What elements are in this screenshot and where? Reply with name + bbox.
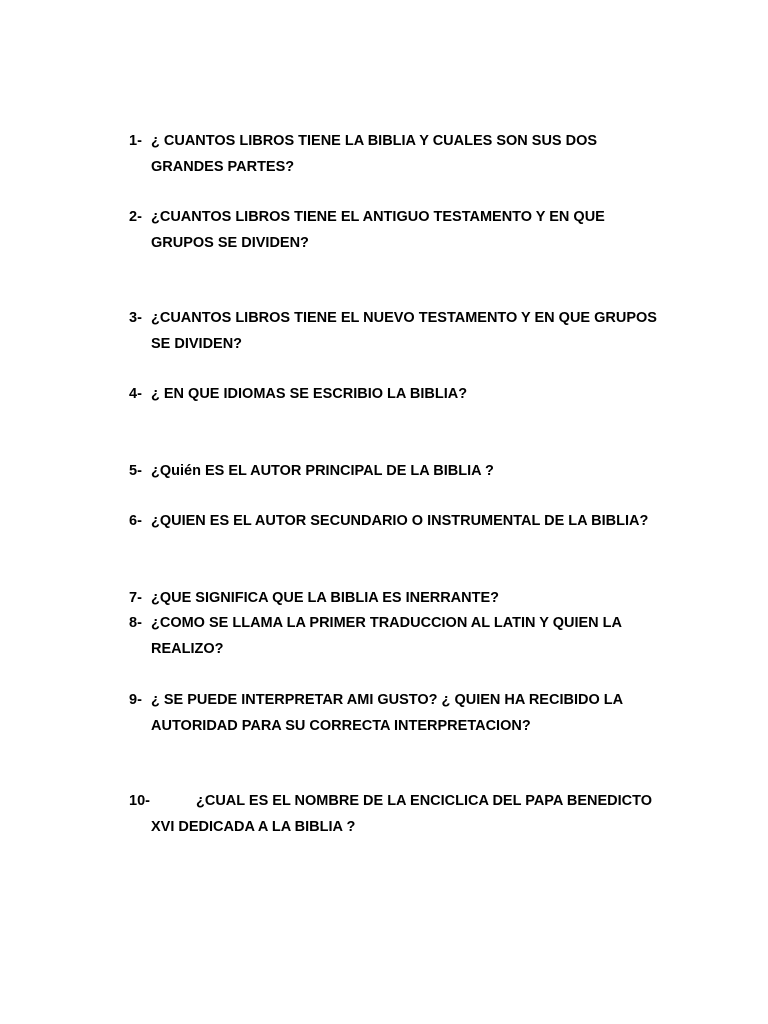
question-number: 6- bbox=[129, 513, 142, 529]
question-1 bbox=[129, 129, 689, 180]
question-text-line: ¿QUE SIGNIFICA QUE LA BIBLIA ES INERRANTE? bbox=[151, 590, 500, 606]
question-text-line: ¿ CUANTOS LIBROS TIENE LA BIBLIA Y CUALES SON SUS DOS bbox=[151, 133, 598, 149]
question-number: 8- bbox=[129, 615, 142, 631]
question-number: 5- bbox=[129, 463, 142, 479]
question-text-line: XVI DEDICADA A LA BIBLIA ? bbox=[151, 818, 356, 835]
question-text-line: GRANDES PARTES? bbox=[151, 158, 295, 175]
question-text-line: ¿ SE PUEDE INTERPRETAR AMI GUSTO? ¿ QUIEN HA RECIBIDO LA bbox=[151, 692, 624, 708]
question-number: 3- bbox=[129, 310, 142, 326]
question-text-line: ¿CUAL ES EL NOMBRE DE LA ENCICLICA DEL PAPA BENEDICTO bbox=[196, 793, 652, 809]
question-text-line: ¿CUANTOS LIBROS TIENE EL NUEVO TESTAMENTO Y EN QUE GRUPOS bbox=[151, 310, 657, 326]
question-7 bbox=[129, 586, 689, 612]
question-2 bbox=[129, 205, 689, 256]
question-4 bbox=[129, 382, 689, 408]
question-number: 4- bbox=[129, 386, 142, 402]
question-9 bbox=[129, 688, 689, 739]
question-text-line: GRUPOS SE DIVIDEN? bbox=[151, 234, 309, 251]
question-number: 10- bbox=[129, 793, 150, 809]
question-number: 1- bbox=[129, 133, 142, 149]
question-text-line: ¿ EN QUE IDIOMAS SE ESCRIBIO LA BIBLIA? bbox=[151, 386, 468, 402]
question-5 bbox=[129, 459, 689, 485]
question-10 bbox=[129, 789, 689, 840]
question-number: 9- bbox=[129, 692, 142, 708]
question-3 bbox=[129, 306, 689, 357]
question-text-line: ¿COMO SE LLAMA LA PRIMER TRADUCCION AL LATIN Y QUIEN LA bbox=[151, 615, 622, 631]
question-text-line: ¿Quién ES EL AUTOR PRINCIPAL DE LA BIBLIA ? bbox=[151, 463, 494, 479]
question-text-line: ¿CUANTOS LIBROS TIENE EL ANTIGUO TESTAMENTO Y EN QUE bbox=[151, 209, 605, 225]
question-number: 7- bbox=[129, 590, 142, 606]
question-number: 2- bbox=[129, 209, 142, 225]
question-text-line: REALIZO? bbox=[151, 640, 224, 657]
question-text-line: ¿QUIEN ES EL AUTOR SECUNDARIO O INSTRUMENTAL DE LA BIBLIA? bbox=[151, 513, 649, 529]
question-6 bbox=[129, 509, 689, 535]
question-text-line: AUTORIDAD PARA SU CORRECTA INTERPRETACION? bbox=[151, 717, 531, 734]
question-8 bbox=[129, 611, 689, 662]
question-text-line: SE DIVIDEN? bbox=[151, 335, 243, 352]
